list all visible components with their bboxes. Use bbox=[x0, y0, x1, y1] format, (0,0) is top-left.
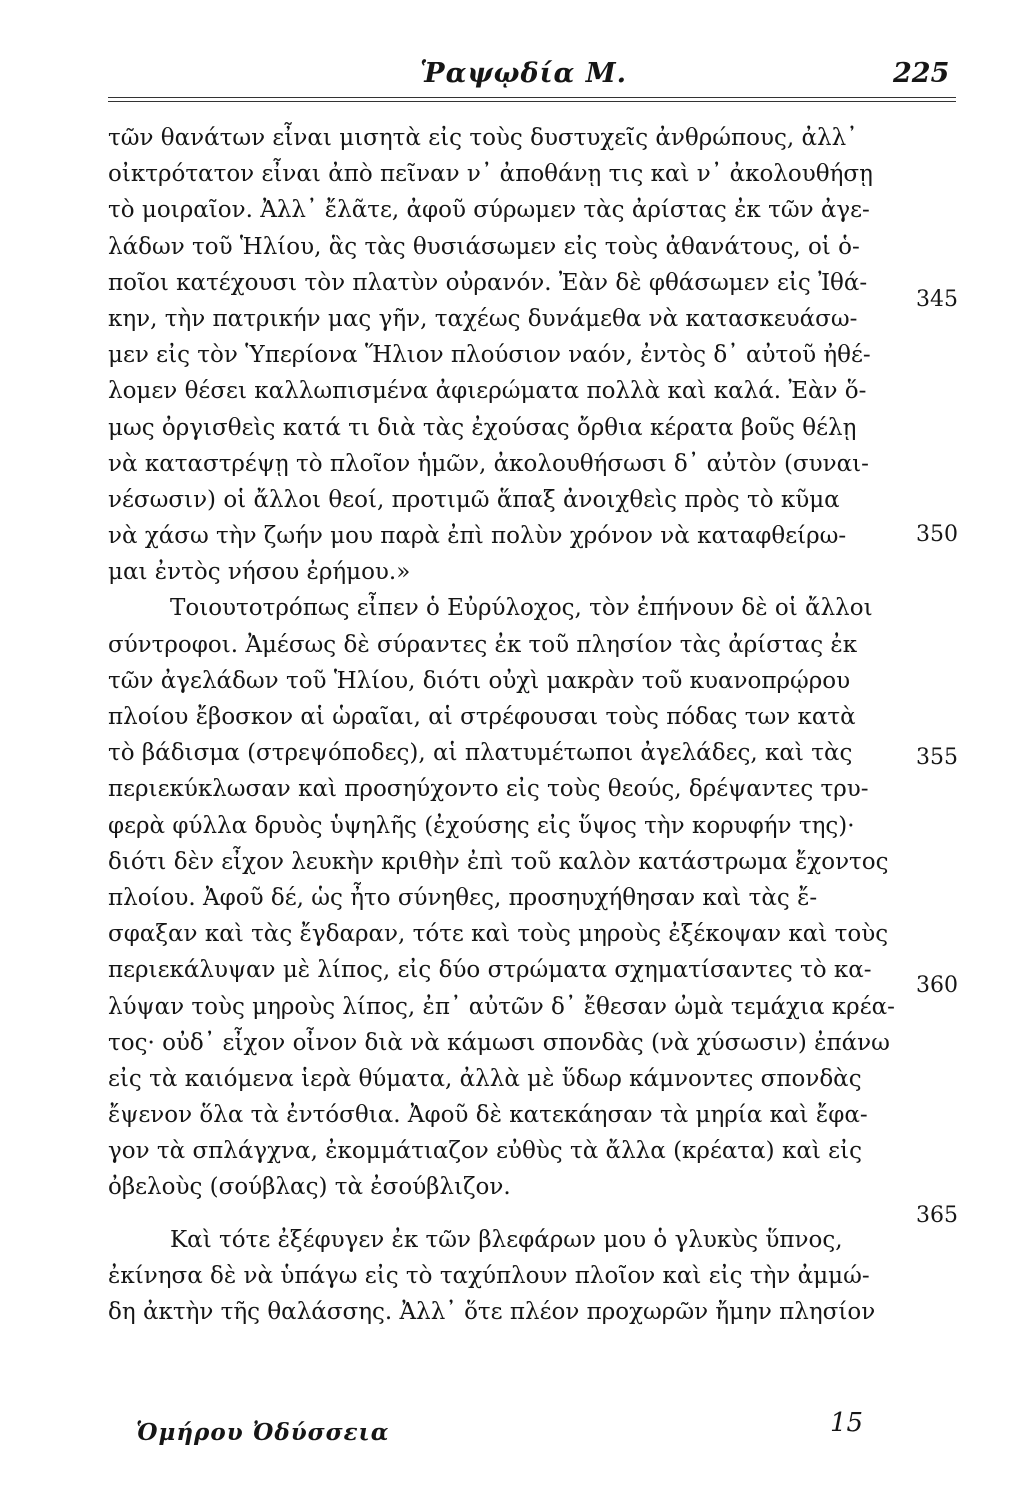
text-line: νὰ καταστρέψῃ τὸ πλοῖον ἡμῶν, ἀκολουθήσωσι δ᾽ αὐτὸν (συναι- bbox=[108, 450, 869, 477]
text-line: περιεκύκλωσαν καὶ προσηύχοντο εἰς τοὺς θεούς, δρέψαντες τρυ- bbox=[108, 776, 869, 803]
text-line: νὰ χάσω τὴν ζωήν μου παρὰ ἐπὶ πολὺν χρόνον νὰ καταφθείρω- bbox=[108, 523, 847, 550]
text-line: σύντροφοι. Ἀμέσως δὲ σύραντες ἐκ τοῦ πλησίον τὰς ἀρίστας ἐκ bbox=[108, 631, 858, 658]
text-line: δη ἀκτὴν τῆς θαλάσσης. Ἀλλ᾽ ὅτε πλέον προχωρῶν ἤμην πλησίον bbox=[108, 1299, 876, 1325]
text-line: ποῖοι κατέχουσι τὸν πλατὺν οὐρανόν. Ἐὰν δὲ φθάσωμεν εἰς Ἰθά- bbox=[108, 269, 868, 296]
text-line: λύψαν τοὺς μηροὺς λίπος, ἐπ᾽ αὐτῶν δ᾽ ἔθεσαν ὠμὰ τεμάχια κρέα- bbox=[108, 993, 895, 1020]
line-number-360: 360 bbox=[916, 973, 958, 998]
text-line: γον τὰ σπλάγχνα, ἐκομμάτιαζον εὐθὺς τὰ ἄλλα (κρέατα) καὶ εἰς bbox=[108, 1138, 862, 1165]
text-line: φερὰ φύλλα δρυὸς ὑψηλῆς (ἐχούσης εἰς ὕψος τὴν κορυφήν της)· bbox=[108, 812, 855, 839]
text-line: οἰκτρότατον εἶναι ἀπὸ πεῖναν ν᾽ ἀποθάνῃ τις καὶ ν᾽ ἀκολουθήσῃ bbox=[108, 161, 873, 188]
text-line: μαι ἐντὸς νήσου ἐρήμου.» bbox=[108, 559, 411, 586]
line-number-350: 350 bbox=[916, 522, 958, 547]
paragraph-first-line: Τοιουτοτρόπως εἶπεν ὁ Εὐρύλοχος, τὸν ἐπήνουν δὲ οἱ ἄλλοι bbox=[170, 595, 873, 622]
running-header-title: Ῥαψῳδία Μ. bbox=[420, 58, 628, 89]
signature-mark: 15 bbox=[830, 1408, 864, 1438]
text-line: τὸ βάδισμα (στρεψόποδες), αἱ πλατυμέτωποι ἀγελάδες, καὶ τὰς bbox=[108, 740, 853, 767]
text-line: νέσωσιν) οἱ ἄλλοι θεοί, προτιμῶ ἅπαξ ἀνοιχθεὶς πρὸς τὸ κῦμα bbox=[108, 486, 840, 513]
text-line: τῶν ἀγελάδων τοῦ Ἡλίου, διότι οὐχὶ μακρὰν τοῦ κυανοπρῴρου bbox=[108, 667, 851, 694]
text-line: πλοίου ἔβοσκον αἱ ὡραῖαι, αἱ στρέφουσαι τοὺς πόδας των κατὰ bbox=[108, 704, 856, 730]
text-line: διότι δὲν εἶχον λευκὴν κριθὴν ἐπὶ τοῦ καλὸν κατάστρωμα ἔχοντος bbox=[108, 848, 889, 875]
header-rule-double bbox=[108, 101, 956, 102]
text-line: τῶν θανάτων εἶναι μισητὰ εἰς τοὺς δυστυχεῖς ἀνθρώπους, ἀλλ᾽ bbox=[108, 125, 858, 151]
text-line: πλοίου. Ἀφοῦ δέ, ὡς ἦτο σύνηθες, προσηυχήθησαν καὶ τὰς ἔ- bbox=[108, 884, 818, 911]
text-line: περιεκάλυψαν μὲ λίπος, εἰς δύο στρώματα σχηματίσαντες τὸ κα- bbox=[108, 957, 872, 984]
text-line: λάδων τοῦ Ἡλίου, ἃς τὰς θυσιάσωμεν εἰς τοὺς ἀθανάτους, οἱ ὁ- bbox=[108, 233, 860, 260]
body-text bbox=[108, 120, 908, 1330]
paragraph-first-line: Καὶ τότε ἐξέφυγεν ἐκ τῶν βλεφάρων μου ὁ γλυκὺς ὕπνος, bbox=[170, 1226, 843, 1253]
text-line: μεν εἰς τὸν Ὑπερίονα Ἥλιον πλούσιον ναόν, ἐντὸς δ᾽ αὐτοῦ ἠθέ- bbox=[108, 342, 871, 369]
page-number: 225 bbox=[893, 58, 950, 89]
line-number-365: 365 bbox=[916, 1203, 958, 1228]
text-line: λομεν θέσει καλλωπισμένα ἀφιερώματα πολλὰ καὶ καλά. Ἐὰν ὅ- bbox=[108, 378, 867, 405]
line-number-345: 345 bbox=[916, 287, 958, 312]
text-line: τὸ μοιραῖον. Ἀλλ᾽ ἔλᾶτε, ἀφοῦ σύρωμεν τὰς ἀρίστας ἐκ τῶν ἀγε- bbox=[108, 197, 870, 224]
text-line: τος· οὐδ᾽ εἶχον οἶνον διὰ νὰ κάμωσι σπονδὰς (νὰ χύσωσιν) ἐπάνω bbox=[108, 1029, 890, 1056]
header-rule bbox=[108, 97, 956, 98]
text-line: εἰς τὰ καιόμενα ἱερὰ θύματα, ἀλλὰ μὲ ὕδωρ κάμνοντες σπονδὰς bbox=[108, 1065, 862, 1092]
line-number-355: 355 bbox=[916, 745, 958, 770]
footer-book-title: Ὁμήρου Ὀδύσσεια bbox=[136, 1419, 390, 1446]
text-line: ἔψενον ὅλα τὰ ἐντόσθια. Ἀφοῦ δὲ κατεκάησαν τὰ μηρία καὶ ἔφα- bbox=[108, 1102, 868, 1129]
text-line: σφαξαν καὶ τὰς ἔγδαραν, τότε καὶ τοὺς μηροὺς ἐξέκοψαν καὶ τοὺς bbox=[108, 921, 889, 948]
text-line: κην, τὴν πατρικήν μας γῆν, ταχέως δυνάμεθα νὰ κατασκευάσω- bbox=[108, 305, 858, 332]
text-line: ἐκίνησα δὲ νὰ ὑπάγω εἰς τὸ ταχύπλουν πλοῖον καὶ εἰς τὴν ἀμμώ- bbox=[108, 1262, 870, 1289]
text-line: ὀβελοὺς (σούβλας) τὰ ἐσούβλιζον. bbox=[108, 1174, 511, 1201]
text-line: μως ὀργισθεὶς κατά τι διὰ τὰς ἐχούσας ὄρθια κέρατα βοῦς θέλῃ bbox=[108, 414, 857, 441]
